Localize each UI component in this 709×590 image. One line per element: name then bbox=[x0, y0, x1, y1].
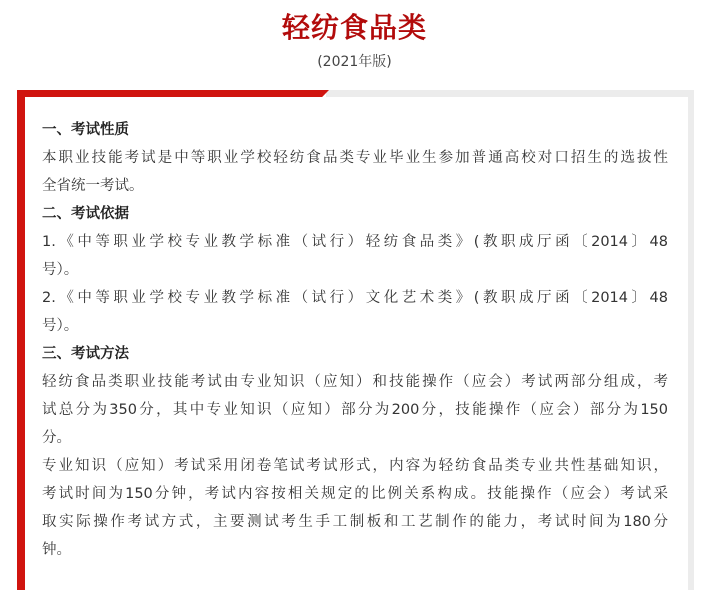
body-text-line: 试总分为350分，其中专业知识（应知）部分为200分，技能操作（应会）部分为150 bbox=[42, 402, 668, 418]
body-text-line: 2.《中等职业学校专业教学标准（试行）文化艺术类》(教职成厅函〔2014〕48 bbox=[42, 290, 668, 306]
section-heading: 二、考试依据 bbox=[42, 206, 129, 222]
body-text-line: 钟。 bbox=[42, 542, 71, 558]
body-text-line: 号）。 bbox=[42, 262, 79, 278]
frame-border-right bbox=[688, 90, 694, 590]
body-text-line: 取实际操作考试方式，主要测试考生手工制板和工艺制作的能力，考试时间为180分 bbox=[42, 514, 668, 530]
body-text-line: 本职业技能考试是中等职业学校轻纺食品类专业毕业生参加普通高校对口招生的选拔性 bbox=[42, 150, 668, 166]
section-heading: 一、考试性质 bbox=[42, 122, 129, 138]
body-text-line: 分。 bbox=[42, 430, 71, 446]
body-text-line: 考试时间为150分钟，考试内容按相关规定的比例关系构成。技能操作（应会）考试采 bbox=[42, 486, 668, 502]
article-body bbox=[42, 116, 668, 564]
page-title: 轻纺食品类 bbox=[281, 11, 427, 44]
frame-border-top bbox=[326, 90, 694, 97]
frame-accent-left bbox=[17, 90, 25, 590]
body-text-line: 轻纺食品类职业技能考试由专业知识（应知）和技能操作（应会）考试两部分组成，考 bbox=[42, 374, 668, 390]
body-text-line: 号）。 bbox=[42, 318, 79, 334]
edition-subtitle: (2021年版) bbox=[317, 54, 392, 70]
body-text-line: 专业知识（应知）考试采用闭卷笔试考试形式，内容为轻纺食品类专业共性基础知识， bbox=[42, 458, 668, 474]
body-text-line: 1.《中等职业学校专业教学标准（试行）轻纺食品类》(教职成厅函〔2014〕48 bbox=[42, 234, 668, 250]
section-heading: 三、考试方法 bbox=[42, 346, 129, 362]
frame-accent-top bbox=[17, 90, 329, 97]
body-text-line: 全省统一考试。 bbox=[42, 178, 144, 194]
